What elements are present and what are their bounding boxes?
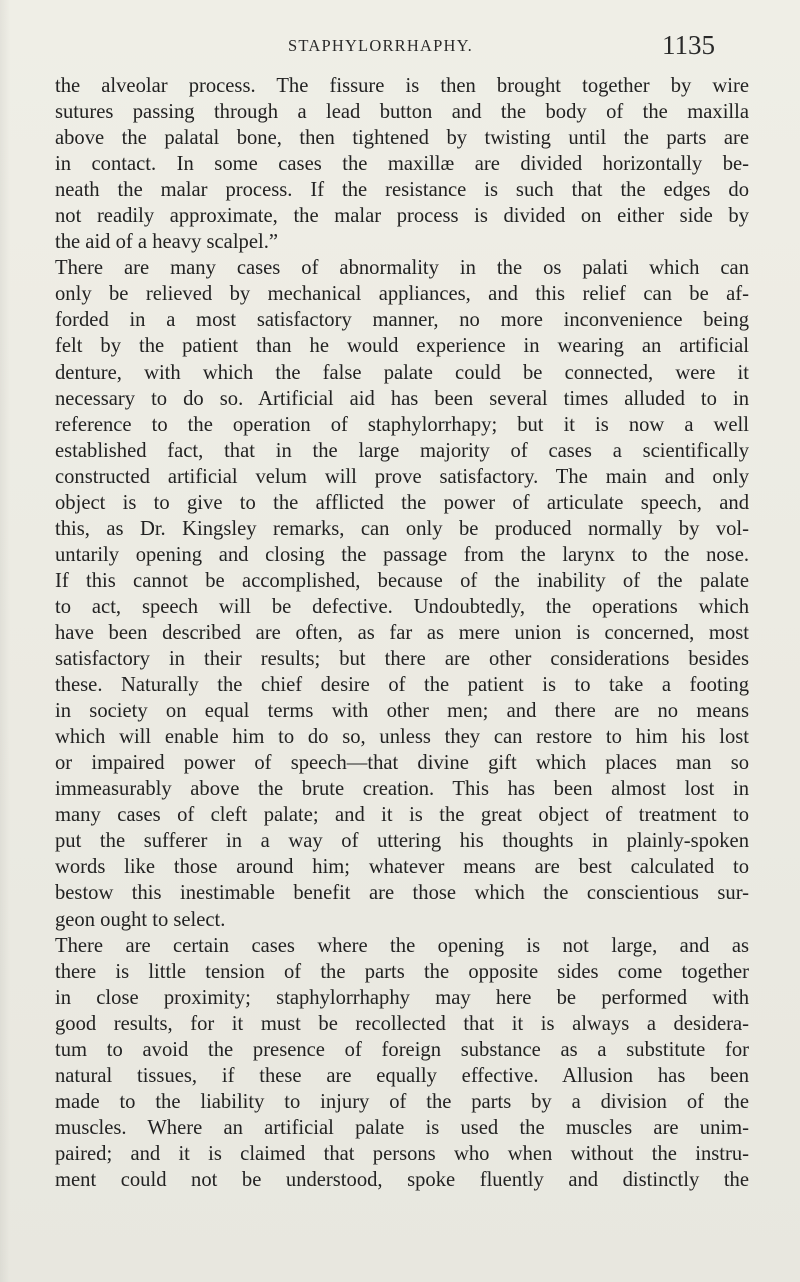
text-line: this, as Dr. Kingsley remarks, can only be produced normally by vol-: [55, 517, 749, 540]
text-line: the alveolar process. The fissure is then brought together by wire: [55, 75, 749, 97]
text-line: made to the liability to injury of the parts by a division of the: [55, 1090, 749, 1113]
text-line: above the palatal bone, then tightened by twisting until the parts are: [55, 127, 749, 150]
text-line: muscles. Where an artificial palate is used the muscles are unim-: [55, 1116, 749, 1139]
text-line: satisfactory in their results; but there are other considerations besides: [55, 648, 749, 671]
text-line: tum to avoid the presence of foreign substance as a substitute for: [55, 1038, 749, 1061]
text-line: neath the malar process. If the resistance is such that the edges do: [55, 179, 749, 202]
text-line: established fact, that in the large majority of cases a scientifically: [55, 439, 749, 462]
text-line: many cases of cleft palate; and it is the great object of treatment to: [55, 804, 749, 827]
text-line: reference to the operation of staphylorrhapy; but it is now a well: [55, 413, 749, 436]
text-line: If this cannot be accomplished, because of the inability of the palate: [55, 569, 749, 592]
text-line: felt by the patient than he would experience in wearing an artificial: [55, 335, 749, 358]
text-line: have been described are often, as far as mere union is concerned, most: [55, 621, 749, 644]
text-line: object is to give to the afflicted the power of articulate speech, and: [55, 491, 749, 514]
text-line: in society on equal terms with other men; and there are no means: [55, 700, 749, 723]
text-line: only be relieved by mechanical appliances, and this relief can be af-: [55, 283, 749, 306]
text-line: in contact. In some cases the maxillæ are divided horizontally be-: [55, 153, 749, 176]
text-line: natural tissues, if these are equally effective. Allusion has been: [55, 1064, 749, 1087]
text-line: forded in a most satisfactory manner, no more inconvenience being: [55, 309, 749, 332]
text-line: words like those around him; whatever means are best calculated to: [55, 856, 749, 879]
text-line: to act, speech will be defective. Undoubtedly, the operations which: [55, 595, 749, 618]
text-line: sutures passing through a lead button and the body of the maxilla: [55, 101, 749, 124]
text-line: geon ought to select.: [55, 908, 226, 931]
text-line: these. Naturally the chief desire of the patient is to take a footing: [55, 674, 749, 697]
text-line: the aid of a heavy scalpel.”: [55, 231, 278, 254]
text-line: necessary to do so. Artificial aid has been several times alluded to in: [55, 387, 749, 410]
running-head: [0, 30, 800, 70]
text-line: which will enable him to do so, unless they can restore to him his lost: [55, 726, 749, 749]
page-number: 1135: [662, 30, 715, 60]
text-line: constructed artificial velum will prove satisfactory. The main and only: [55, 465, 749, 488]
text-line: paired; and it is claimed that persons who when without the instru-: [55, 1142, 749, 1165]
text-line: There are many cases of abnormality in the os palati which can: [55, 257, 749, 280]
body-text: [55, 73, 749, 1193]
text-line: in close proximity; staphylorrhaphy may here be performed with: [55, 986, 749, 1009]
text-line: ment could not be understood, spoke fluently and distinctly the: [55, 1168, 749, 1191]
text-line: good results, for it must be recollected that it is always a desidera-: [55, 1012, 749, 1035]
text-line: bestow this inestimable benefit are those which the conscientious sur-: [55, 882, 749, 905]
text-line: untarily opening and closing the passage from the larynx to the nose.: [55, 543, 749, 566]
text-line: there is little tension of the parts the opposite sides come together: [55, 960, 749, 983]
text-line: not readily approximate, the malar process is divided on either side by: [55, 205, 749, 228]
running-head-title: STAPHYLORRHAPHY.: [288, 36, 473, 55]
text-line: or impaired power of speech—that divine gift which places man so: [55, 752, 749, 775]
text-line: immeasurably above the brute creation. This has been almost lost in: [55, 778, 749, 801]
text-line: There are certain cases where the opening is not large, and as: [55, 934, 749, 957]
text-line: denture, with which the false palate could be connected, were it: [55, 361, 749, 384]
text-line: put the sufferer in a way of uttering his thoughts in plainly-spoken: [55, 830, 749, 853]
